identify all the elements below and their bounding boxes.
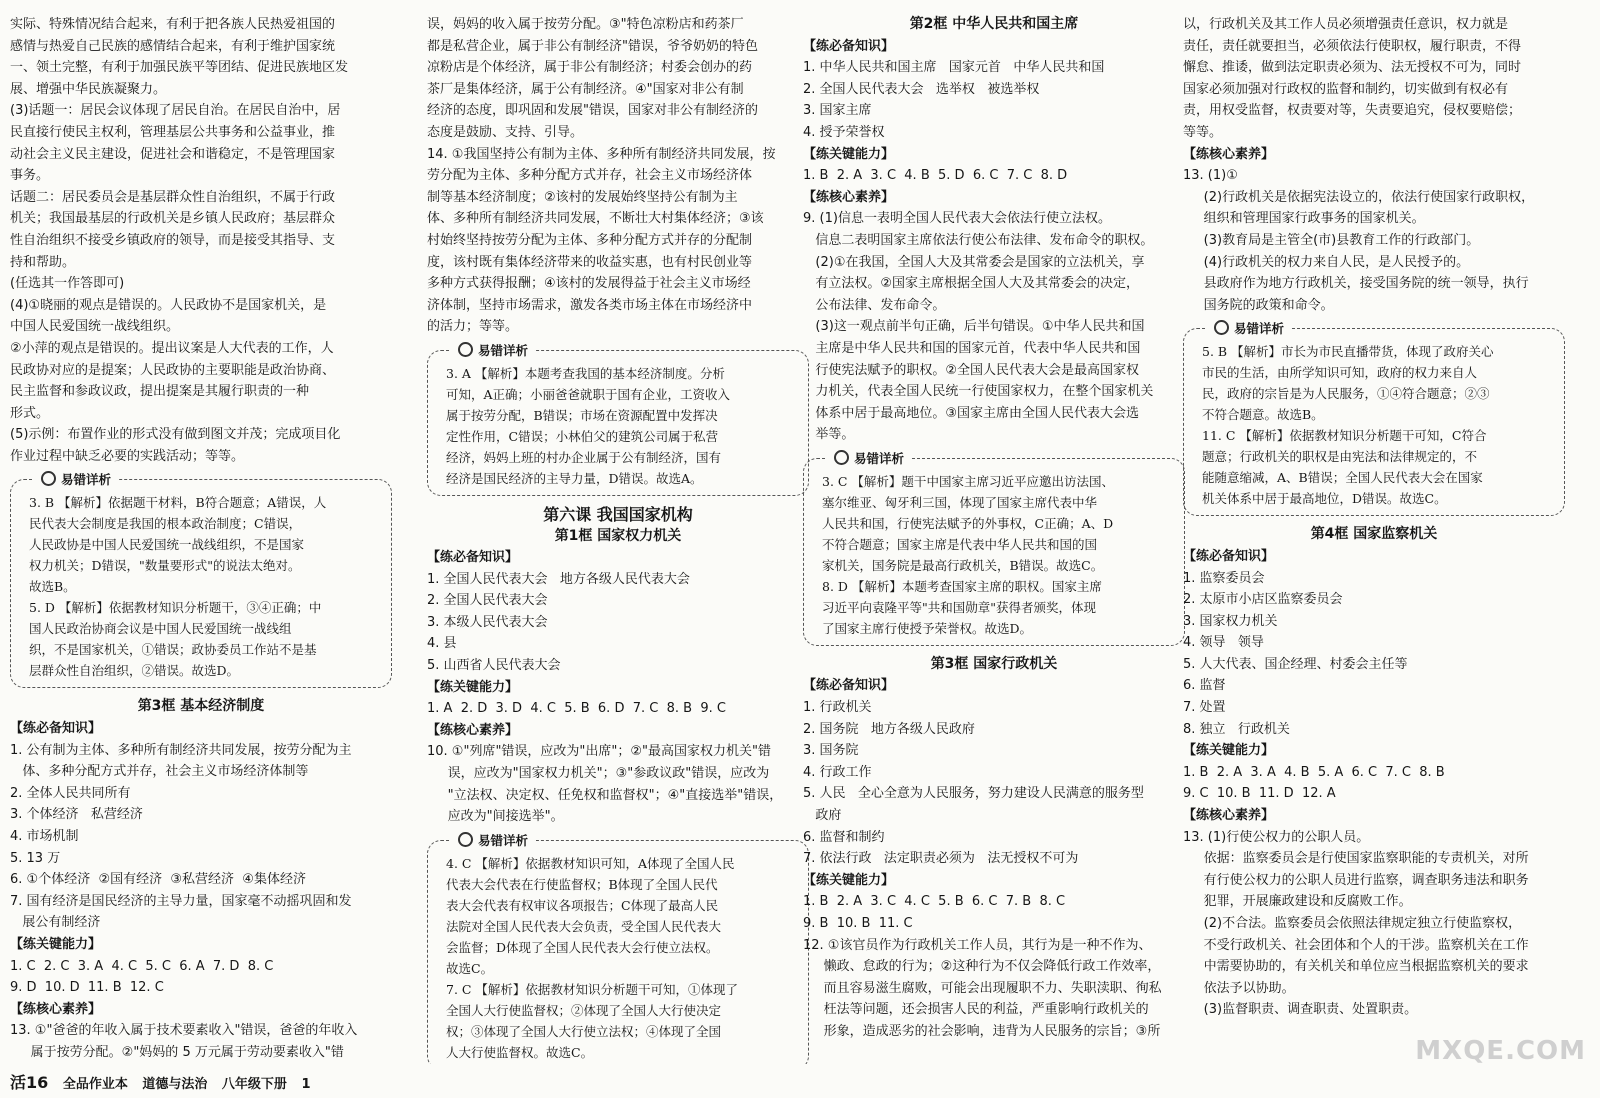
error-analysis-text: 3. A 【解析】本题考查我国的基本经济制度。分析 可知，A正确；小丽爸爸就职于国有企业，工资收入 属于按劳分配，B错误；市场在资源配置中发挥决 定性作用，C错误；小林伯父的建筑公司属于私营 经济，妈妈上班的村办企业属于公有制经济，国有 经济是国民经济的主导力量，D错误。故选A。 [446,365,731,486]
page-number: 活16 [10,1073,49,1092]
error-analysis-text: 4. C 【解析】依据教材知识可知，A体现了全国人民 代表大会代表在行使监督权；B体现了全国人民代 表大会代表有权审议各项报告；C体现了最高人民 法院对全国人民代表大会负责，受全国人民代表大 会监督；D体现了全国人民代表大会行使立法权。 故选C。 7. C 【解析】依据教材知识分析题干可知，①体现了 全国人大行使监督权；②体现了全国人大行使决定 权；③体现了全国人大行使立法权；④体现了全国 人大行使监督权。故选C。 [446,855,738,1060]
answer-text: 以，行政机关及其工作人员必须增强责任意识，权力就是 责任，责任就要担当，必须依法行使职权，履行职责，不得 懈怠、推诿，做到法定职责必须为、法无授权不可为，同时 国家必须加强对行政权的监督和制约，切实做到有权必有 责，用权受监督，权责要对等，失责要追究，侵权要赔偿； 等等。 [1183,17,1522,140]
answer-text: 9. (1)信息一表明全国人民代表大会依法行使立法权。 信息二表明国家主席依法行使公布法律、发布命令的职权。 (2)①在我国，全国人大及其常委会是国家的立法机关，享 有立法权。②国家主席根据全国人大及其常委会的决定， 公布法律、发布命令。 (3)这一观点前半句正确，后半句错误。①中华人民共和国 主席是中华人民共和国的国家元首，代表中华人民共和国 行使宪法赋予的职权。②全国人民代表大会是最高国家权 力机关，代表全国人民统一行使国家权力，在整个国家机关 体系中居于最高地位。③国家主席由全国人民代表大会选 举等。 [803,211,1154,443]
section-label: 【练关键能力】 [803,872,895,888]
grade-label: 八年级下册 [221,1077,287,1092]
section-label: 【练关键能力】 [427,679,519,695]
chapter-heading: 第六课 我国国家机构 [543,504,693,524]
lesson-heading: 第1框 国家权力机关 [554,527,682,544]
lesson-heading: 第3框 国家行政机关 [930,655,1058,672]
answer-text: 10. ①"列席"错误，应改为"出席"；②"最高国家权力机关"错 误，应改为"国家权力机关"；③"参政议政"错误，应改为 "立法权、决定权、任免权和监督权"；④"直接选举"错误， 应改为"间接选举"。 [427,744,783,825]
answer-text: 13. (1)① (2)行政机关是依据宪法设立的，依法行使国家行政职权， 组织和管理国家行政事务的国家机关。 (3)教育局是主管全(市)县教育工作的行政部门。 (4)行政机关的权力来自人民，是人民授予的。 县政府作为地方行政机关，接受国务院的统一领导，执行 国务院的政策和命令。 [1183,168,1535,313]
section-label: 【练核心素养】 [803,189,895,205]
answer-text: 1. 监察委员会 2. 太原市小店区监察委员会 3. 国家权力机关 4. 领导 领导 5. 人大代表、国企经理、村委会主任等 6. 监督 7. 处置 8. 独立 行政机关 [1183,570,1408,737]
answer-text: 1. C 2. C 3. A 4. C 5. C 6. A 7. D 8. C 9. D 10. D 11. B 12. C [10,958,274,996]
lesson-heading: 第2框 中华人民共和国主席 [909,16,1079,32]
section-label: 【练关键能力】 [10,937,102,952]
error-analysis-box [1183,321,1565,516]
lesson-heading: 第3框 基本经济制度 [137,698,265,715]
answer-text: 13. ①"爸爸的年收入属于技术要素收入"错误，爸爸的年收入 属于按劳分配。②"妈妈的 5 万元属于劳动要素收入"错 [10,1023,358,1060]
book-title: 全品作业本 [62,1077,128,1092]
lesson-heading: 第4框 国家监察机关 [1310,526,1438,543]
error-analysis-box [427,342,809,496]
volume-number: 1 [301,1077,311,1092]
error-analysis-title: 易错详析 [33,469,119,490]
error-analysis-title: 易错详析 [1206,318,1292,339]
error-analysis-text: 5. B 【解析】市长为市民直播带货，体现了政府关心 市民的生活，由所学知识可知，政府的权力来自人 民，政府的宗旨是为人民服务，①④符合题意；②③ 不符合题意。故选B。 11. C 【解析】依据教材知识分析题干可知，C符合 题意；行政机关的职权是由宪法和法律规定的，不 能随意缩减，A、B错误；全国人民代表大会在国家 机关体系中居于最高地位，D错误。故选C。 [1202,344,1494,507]
error-analysis-text: 3. B 【解析】依据题干材料，B符合题意；A错误，人 民代表大会制度是我国的根本政治制度；C错误， 人民政协是中国人民爱国统一战线组织，不是国家 权力机关；D错误，"数量要形式"的说法太绝对。 故选B。 5. D 【解析】依据教材知识分析题干，③④正确；中 国人民政治协商会议是中国人民爱国统一战线组 织，不是国家机关，①错误；政协委员工作站不是基 层群众性自治组织，②错误。故选D。 [29,495,327,679]
column-2 [427,14,809,1064]
error-analysis-title: 易错详析 [826,448,912,469]
answer-text: 1. 中华人民共和国主席 国家元首 中华人民共和国 2. 全国人民代表大会 选举权 被选举权 3. 国家主席 4. 授予荣誉权 [803,60,1105,140]
section-label: 【练关键能力】 [1183,743,1275,759]
subject-label: 道德与法治 [142,1077,208,1092]
section-label: 【练必备知识】 [427,550,519,566]
answer-text: 误，妈妈的收入属于按劳分配。③"特色凉粉店和药茶厂 都是私营企业，属于非公有制经济"错误，爷爷奶奶的特色 凉粉店是个体经济，属于非公有制经济；村委会创办的药 茶厂是集体经济，属于公有制经济。④"国家对非公有制 经济的态度，即巩固和发展"错误，国家对非公有制经济的 态度是鼓励、支持、引导。 14. ①我国坚持公有制为主体、多种所有制经济共同发展，按 劳分配为主体、多种分配方式并存，社会主义市场经济体 制等基本经济制度；②该村的发展始终坚持公有制为主 体、多种所有制经济共同发展，不断壮大村集体经济；③该 村始终坚持按劳分配为主体、多种分配方式并存的分配制 度，该村既有集体经济带来的收益实惠，也有村民创业等 多种方式获得报酬；④该村的发展得益于社会主义市场经 济体制，坚持市场需求，激发各类市场主体在市场经济中 的活力；等等。 [427,17,776,335]
section-label: 【练必备知识】 [10,721,102,737]
section-label: 【练关键能力】 [803,146,895,162]
answer-text: 1. B 2. A 3. C 4. B 5. D 6. C 7. C 8. D [803,168,1068,184]
watermark: MXQE.COM [1415,1036,1586,1066]
answer-text: 1. B 2. A 3. C 4. C 5. B 6. C 7. B 8. C 9. B 10. B 11. C [803,894,1066,931]
error-analysis-title: 易错详析 [450,340,536,361]
answer-text: 1. 全国人民代表大会 地方各级人民代表大会 2. 全国人民代表大会 3. 本级人民代表大会 4. 县 5. 山西省人民代表大会 [427,571,690,674]
error-analysis-text: 3. C 【解析】题干中国家主席习近平应邀出访法国、 塞尔维亚、匈牙利三国，体现了国家主席代表中华 人民共和国，行使宪法赋予的外事权，C正确；A、D 不符合题意；国家主席是代表中华人民共和国的国 家机关，国务院是最高行政机关，B错误。故选C。 8. D 【解析】本题考查国家主席的职权。国家主席 习近平向袁隆平等"共和国勋章"获得者颁奖，体现 了国家主席行使授予荣誉权。故选D。 [822,473,1114,636]
section-label: 【练核心素养】 [427,722,519,738]
error-analysis-box [10,472,392,688]
section-label: 【练核心素养】 [1183,146,1275,162]
section-label: 【练必备知识】 [1183,548,1275,564]
answer-text: 13. (1)行使公权力的公职人员。 依据：监察委员会是行使国家监察职能的专责机关，对所 有行使公权力的公职人员进行监察，调查职务违法和职务 犯罪，开展廉政建设和反腐败工作。 (2)不合法。监察委员会依照法律规定独立行使监察权， 不受行政机关、社会团体和个人的干涉。监察机关在工作 中需要协助的，有关机关和单位应当根据监察机关的要求 依法予以协助。 (3)监督职责、调查职责、处置职责。 [1183,829,1529,1018]
section-label: 【练必备知识】 [803,678,895,694]
column-3 [803,14,1185,1064]
section-label: 【练必备知识】 [803,38,895,54]
answer-text: 1. 行政机关 2. 国务院 地方各级人民政府 3. 国务院 4. 行政工作 5. 人民 全心全意为人民服务，努力建设人民满意的服务型 政府 6. 监督和制约 7. 依法行政 法定职责必须为 法无授权不可为 [803,700,1144,867]
answer-text: 1. 公有制为主体、多种所有制经济共同发展，按劳分配为主 体、多种分配方式并存，社会主义市场经济体制等 2. 全体人民共同所有 3. 个体经济 私营经济 4. 市场机制 5. 13 万 6. ①个体经济 ②国有经济 ③私营经济 ④集体经济 7. 国有经济是国民经济的主导力量，国家毫不动摇巩固和发 展公有制经济 [10,742,352,931]
answer-text: 12. ①该官员作为行政机关工作人员，其行为是一种不作为、 懒政、怠政的行为；②这种行为不仅会降低行政工作效率， 而且容易滋生腐败，可能会出现履职不力、失职渎职、徇私 枉法等问题，还会损害人民的利益，严重影响行政机关的 形象，造成恶劣的社会影响，违背为人民服务的宗旨；③所 [803,937,1162,1039]
section-label: 【练核心素养】 [1183,808,1275,824]
answer-text: 1. A 2. D 3. D 4. C 5. B 6. D 7. C 8. B 9. C [427,701,726,717]
error-analysis-box [427,832,809,1064]
error-analysis-box [803,450,1185,646]
section-label: 【练核心素养】 [10,1001,102,1017]
page-footer [10,1070,321,1093]
column-4 [1183,14,1565,1064]
answer-text: 1. B 2. A 3. A 4. B 5. A 6. C 7. C 8. B 9. C 10. B 11. D 12. A [1183,764,1445,802]
column-1 [10,14,392,1064]
error-analysis-title: 易错详析 [450,830,536,851]
answer-text: 实际、特殊情况结合起来，有利于把各族人民热爱祖国的 感情与热爱自己民族的感情结合起来，有利于维护国家统 一、领土完整，有利于加强民族平等团结、促进民族地区发 展、增强中华民族凝聚力。 (3)话题一：居民会议体现了居民自治。在居民自治中，居 民直接行使民主权利，管理基层公共事务和公益事业，推 动社会主义民主建设，促进社会和谐稳定，不是管理国家 事务。 话题二：居民委员会是基层群众性自治组织，不属于行政 机关；我国最基层的行政机关是乡镇人民政府；基层群众 性自治组织不接受乡镇政府的领导，而是接受其指导、支 持和帮助。 (任选其一作答即可) (4)①晓丽的观点是错误的。人民政协不是国家机关，是 中国人民爱国统一战线组织。 ②小萍的观点是错误的。提出议案是人大代表的工作，人 民政协对应的是提案；人民政协的主要职能是政治协商、 民主监督和参政议政，提出提案是其履行职责的一种 形式。 (5)示例：布置作业的形式没有做到图文并茂；完成项目化 作业过程中缺乏必要的实践活动；等等。 [10,17,349,464]
